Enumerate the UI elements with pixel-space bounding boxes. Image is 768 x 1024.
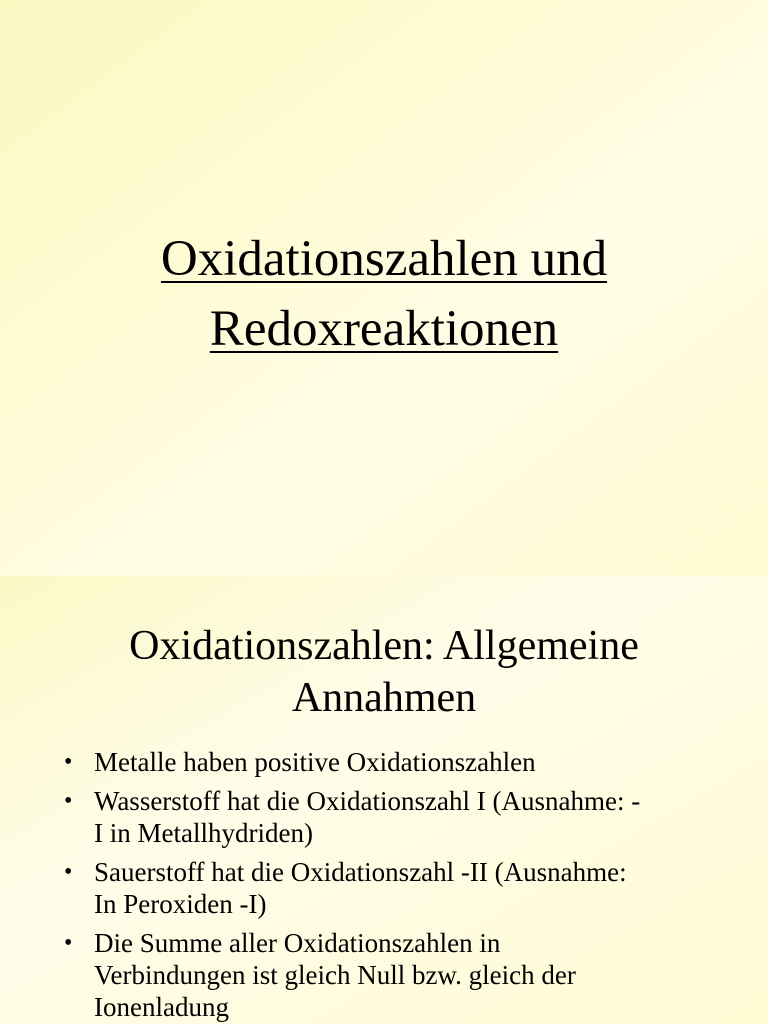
bullet-icon: • bbox=[64, 788, 73, 814]
bullet-text bbox=[94, 856, 714, 920]
bullet-icon: • bbox=[64, 859, 73, 885]
slide-title-line-2: Redoxreaktionen bbox=[209, 301, 559, 357]
bullet-text bbox=[94, 746, 714, 778]
bullet-line: In Peroxiden -I) bbox=[94, 889, 267, 919]
bullet-icon: • bbox=[64, 930, 73, 956]
bullet-line: Sauerstoff hat die Oxidationszahl -II (Ausnahme: bbox=[94, 857, 627, 887]
bullet-line: Ionenladung bbox=[94, 992, 229, 1022]
bullet-text bbox=[94, 927, 714, 1023]
bullet-list bbox=[64, 746, 714, 1024]
bullet-line: Wasserstoff hat die Oxidationszahl I (Ausnahme: - bbox=[94, 786, 641, 816]
bullet-text bbox=[94, 785, 714, 849]
bullet-line: Die Summe aller Oxidationszahlen in bbox=[94, 928, 501, 958]
bullet-item bbox=[64, 856, 714, 920]
slide-title-line-1: Oxidationszahlen und bbox=[160, 231, 608, 287]
bullet-line: Verbindungen ist gleich Null bzw. gleich der bbox=[94, 960, 576, 990]
slide-title bbox=[40, 224, 728, 364]
bullet-line: Metalle haben positive Oxidationszahlen bbox=[94, 747, 536, 777]
bullet-icon: • bbox=[64, 749, 73, 775]
slide-heading-line-2: Annahmen bbox=[291, 675, 477, 721]
slide-heading-line-1: Oxidationszahlen: Allgemeine bbox=[129, 623, 639, 669]
content-slide bbox=[0, 576, 768, 1024]
bullet-item bbox=[64, 746, 714, 778]
bullet-item bbox=[64, 785, 714, 849]
bullet-item bbox=[64, 927, 714, 1023]
bullet-line: I in Metallhydriden) bbox=[94, 818, 313, 848]
slide-heading bbox=[30, 620, 738, 724]
